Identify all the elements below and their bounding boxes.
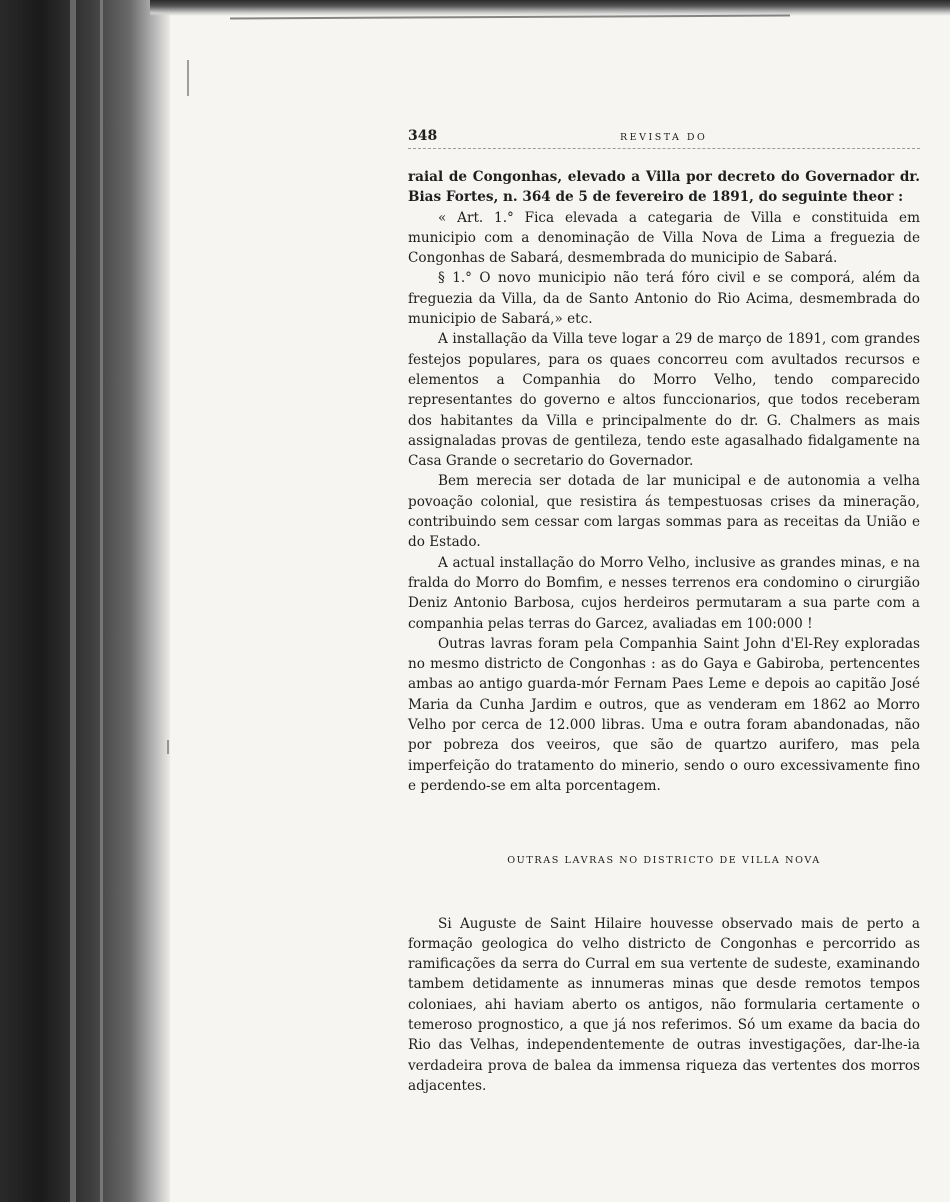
- scan-gutter-shadow: [0, 0, 170, 1202]
- paragraph: Si Auguste de Saint Hilaire houvesse observado mais de perto a formação geologica do velho districto de Congonhas e percorrido as ramificações da serra do Curral em sua vertente de sudeste, examinando tambem detidamente as innumeras minas que desde remotos tempos coloniaes, ahi haviam aberto os antigos, não formularia certamente o temeroso prognostico, a que já nos referimos. Só um exame da bacia do Rio das Velhas, independentemente de outras investigações, dar-lhe-ia verdadeira prova de balea da immensa riqueza das vertentes dos morros adjacentes.: [408, 915, 920, 1094]
- header-rule: [408, 148, 920, 149]
- paragraph: Outras lavras foram pela Companhia Saint John d'El-Rey exploradas no mesmo districto de Congonhas : as do Gaya e Gabiroba, pertencentes ambas ao antigo guarda-mór Fernam Paes Leme e depois ao capitão José Maria da Cunha Jardim e outros, que as venderam em 1862 ao Morro Velho por cerca de 12.000 libras. Uma e outra foram abandonadas, não por pobreza dos veeiros, que são de quartzo aurifero, mas pela imperfeição do tratamento do minerio, sendo o ouro excessivamente fino e perdendo-se em alta porcentagem.: [408, 635, 920, 794]
- running-head-title: REVISTA DO: [620, 132, 708, 143]
- paragraph: § 1.° O novo municipio não terá fóro civil e se comporá, além da freguezia da Villa, da de Santo Antonio do Rio Acima, desmembrada do municipio de Sabará,» etc.: [408, 270, 920, 328]
- running-header: [408, 124, 920, 146]
- scan-side-mark: [167, 740, 169, 754]
- paragraph: Bem merecia ser dotada de lar municipal e de autonomia a velha povoação colonial, que resistira ás tempestuosas crises da mineração, contribuindo sem cessar com largas sommas para as receitas da União e do Estado.: [408, 473, 920, 551]
- scan-top-edge: [150, 0, 950, 16]
- paragraph: A installação da Villa teve logar a 29 de março de 1891, com grandes festejos populares, para os quaes concorreu com avultados recursos e elementos a Companhia do Morro Velho, tendo comparecido representantes do governo e altos funccionarios, que todos receberam dos habitantes da Villa e principalmente do dr. G. Chalmers as mais assignaladas provas de gentileza, tendo este agasalhado fidalgamente na Casa Grande o secretario do Governador.: [408, 331, 920, 470]
- paragraph: raial de Congonhas, elevado a Villa por decreto do Governador dr. Bias Fortes, n. 364 de 5 de fevereiro de 1891, do seguinte theor :: [408, 169, 920, 206]
- paragraph: « Art. 1.° Fica elevada a categaria de Villa e constituida em municipio com a denominação de Villa Nova de Lima a freguezia de Congonhas de Sabará, desmembrada do municipio de Sabará.: [408, 209, 920, 267]
- section-heading: OUTRAS LAVRAS NO DISTRICTO DE VILLA NOVA: [507, 855, 821, 867]
- page-number: 348: [408, 128, 438, 144]
- book-page: [408, 124, 920, 1096]
- scan-side-mark: [187, 60, 189, 96]
- paragraph: A actual installação do Morro Velho, inclusive as grandes minas, e na fralda do Morro do Bomfim, e nesses terrenos era condomino o cirurgião Deniz Antonio Barbosa, cujos herdeiros permutaram a sua parte com a companhia pelas terras do Garcez, avaliadas em 100:000 !: [408, 554, 920, 632]
